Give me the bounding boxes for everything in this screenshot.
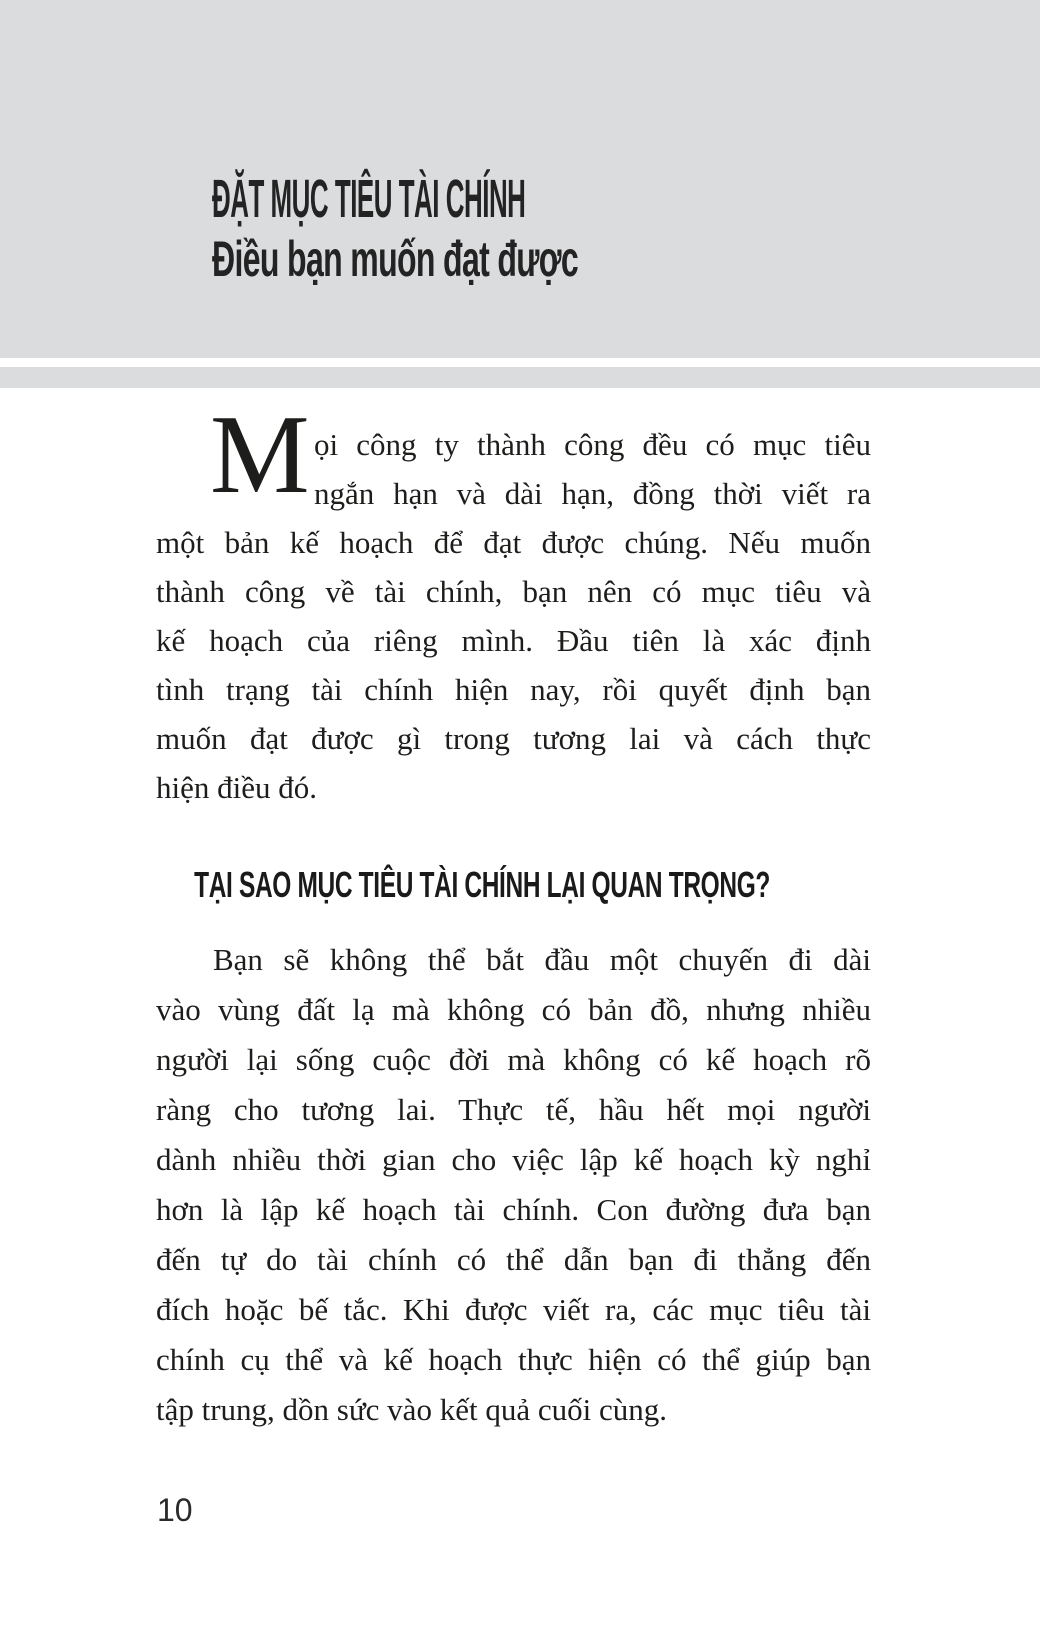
text-line: Bạn sẽ không thể bắt đầu một chuyến đi dài <box>213 942 871 977</box>
text-line: tình trạng tài chính hiện nay, rồi quyết định bạn <box>156 672 871 707</box>
text-line: ràng cho tương lai. Thực tế, hầu hết mọi người <box>156 1092 871 1127</box>
text-line: dành nhiều thời gian cho việc lập kế hoạch kỳ nghỉ <box>156 1142 871 1177</box>
text-line: kế hoạch của riêng mình. Đầu tiên là xác định <box>156 623 871 658</box>
page-number: 10 <box>157 1492 193 1528</box>
chapter-header-band <box>0 0 1040 358</box>
text-line: hơn là lập kế hoạch tài chính. Con đường đưa bạn <box>156 1192 871 1227</box>
text-line: vào vùng đất lạ mà không có bản đồ, nhưng nhiều <box>156 992 871 1027</box>
chapter-title: ĐẶT MỤC TIÊU TÀI CHÍNH <box>212 169 526 229</box>
header-divider-stripe <box>0 367 1040 388</box>
text-line: người lại sống cuộc đời mà không có kế hoạch rõ <box>156 1042 871 1077</box>
section-heading: TẠI SAO MỤC TIÊU TÀI CHÍNH LẠI QUAN TRỌNG? <box>194 864 771 905</box>
text-line: thành công về tài chính, bạn nên có mục tiêu và <box>156 574 871 609</box>
text-line: một bản kế hoạch để đạt được chúng. Nếu muốn <box>156 525 871 560</box>
paragraph-2 <box>156 935 871 1435</box>
drop-cap: M <box>210 393 310 517</box>
text-line: tập trung, dồn sức vào kết quả cuối cùng. <box>156 1392 667 1427</box>
text-line: chính cụ thể và kế hoạch thực hiện có thể giúp bạn <box>156 1342 871 1377</box>
text-line: ọi công ty thành công đều có mục tiêu <box>314 427 871 462</box>
text-line: đích hoặc bế tắc. Khi được viết ra, các mục tiêu tài <box>156 1292 871 1327</box>
text-line: hiện điều đó. <box>156 770 317 805</box>
text-line: đến tự do tài chính có thể dẫn bạn đi thẳng đến <box>156 1242 871 1277</box>
text-line: muốn đạt được gì trong tương lai và cách thực <box>156 721 871 756</box>
chapter-subtitle: Điều bạn muốn đạt được <box>212 231 579 287</box>
text-line: ngắn hạn và dài hạn, đồng thời viết ra <box>314 476 871 511</box>
page-content <box>156 393 871 1435</box>
